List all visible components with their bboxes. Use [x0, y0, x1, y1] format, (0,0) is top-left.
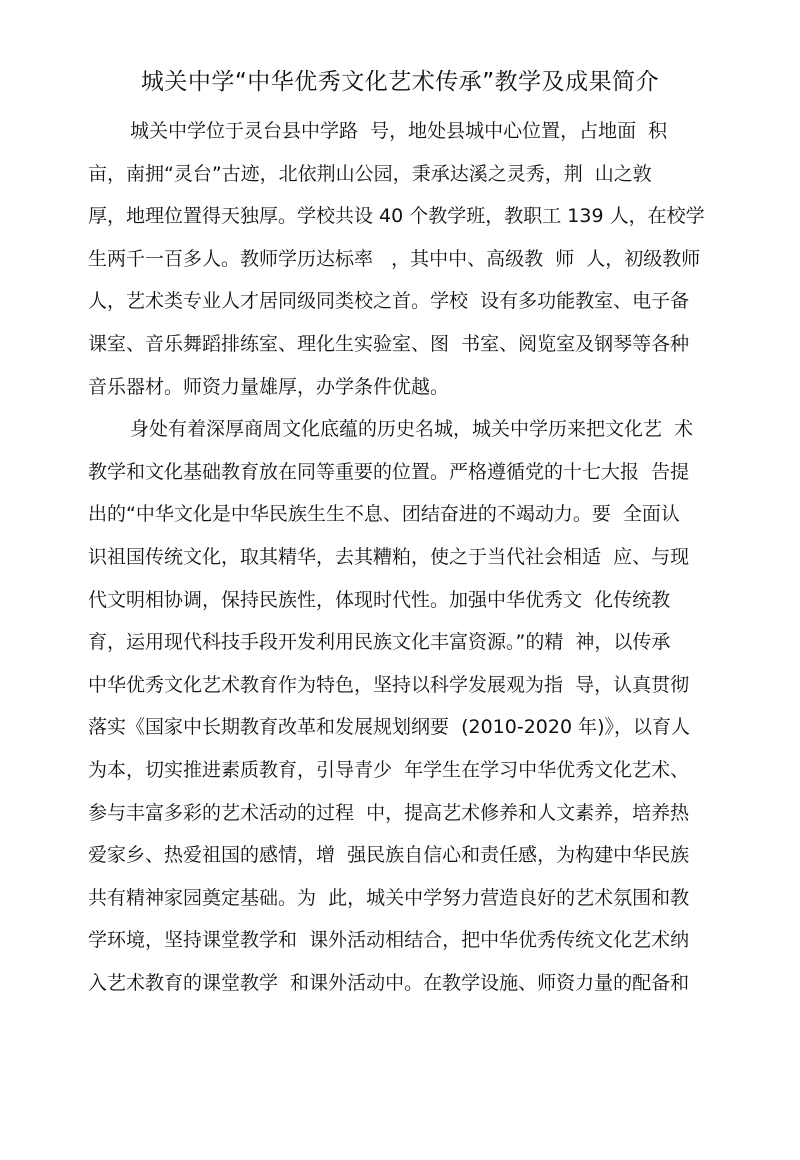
paragraph-1-line: 课室、音乐舞蹈排练室、理化生实验室、图 书室、阅览室及钢琴等各种 [88, 332, 690, 355]
paragraph-2-line: 出的“中华文化是中华民族生生不息、团结奋进的不竭动力。要 全面认 [88, 503, 680, 526]
paragraph-2-line: 中华优秀文化艺术教育作为特色，坚持以科学发展观为指 导，认真贯彻 [88, 673, 690, 696]
paragraph-2-line: 为本，切实推进素质教育，引导青少 年学生在学习中华优秀文化艺术、 [88, 758, 690, 781]
paragraph-2-line: 入艺术教育的课堂教学 和课外活动中。在教学设施、师资力量的配备和 [88, 971, 690, 994]
paragraph-1-line: 厚，地理位置得天独厚。学校共设 40 个教学班，教职工 139 人，在校学 [88, 205, 705, 228]
paragraph-2-line: 代文明相协调，保持民族性，体现时代性。加强中华优秀文 化传统教 [88, 588, 671, 611]
paragraph-2-line: 教学和文化基础教育放在同等重要的位置。严格遵循党的十七大报 告提 [88, 460, 690, 483]
paragraph-2-line: 参与丰富多彩的艺术活动的过程 中，提高艺术修养和人文素养，培养热 [88, 801, 690, 824]
document-body [88, 110, 718, 1004]
paragraph-1-line: 城关中学位于灵台县中学路 号，地处县城中心位置，占地面 积 [130, 120, 668, 142]
paragraph-2-line: 落实《国家中长期教育改革和发展规划纲要 (2010-2020 年)》，以育人 [88, 716, 691, 739]
paragraph-2-line: 身处有着深厚商周文化底蕴的历史名城，城关中学历来把文化艺 术 [130, 418, 694, 441]
paragraph-1-line: 亩，南拥“灵台”古迹，北依荆山公园，秉承达溪之灵秀，荆 山之敦 [88, 162, 652, 185]
paragraph-2-line: 共有精神家园奠定基础。为 此，城关中学努力营造良好的艺术氛围和教 [88, 886, 690, 909]
paragraph-2-line: 学环境，坚持课堂教学和 课外活动相结合，把中华优秀传统文化艺术纳 [88, 929, 690, 952]
paragraph-1-line: 生两千一百多人。教师学历达标率 ，其中中、高级教 师 人，初级教师 [88, 247, 701, 270]
paragraph-1-line: 音乐器材。师资力量雄厚，办学条件优越。 [88, 375, 450, 398]
paragraph-2-line: 识祖国传统文化，取其精华，去其糟粕，使之于当代社会相适 应、与现 [88, 545, 690, 568]
paragraph-2-line: 爱家乡、热爱祖国的感情，增 强民族自信心和责任感，为构建中华民族 [88, 844, 690, 867]
paragraph-1-line: 人，艺术类专业人才居同级同类校之首。学校 设有多功能教室、电子备 [88, 290, 690, 313]
document-title: 城关中学“中华优秀文化艺术传承”教学及成果简介 [140, 69, 660, 95]
paragraph-2-line: 育，运用现代科技手段开发利用民族文化丰富资源。”的精 神，以传承 [88, 631, 671, 654]
